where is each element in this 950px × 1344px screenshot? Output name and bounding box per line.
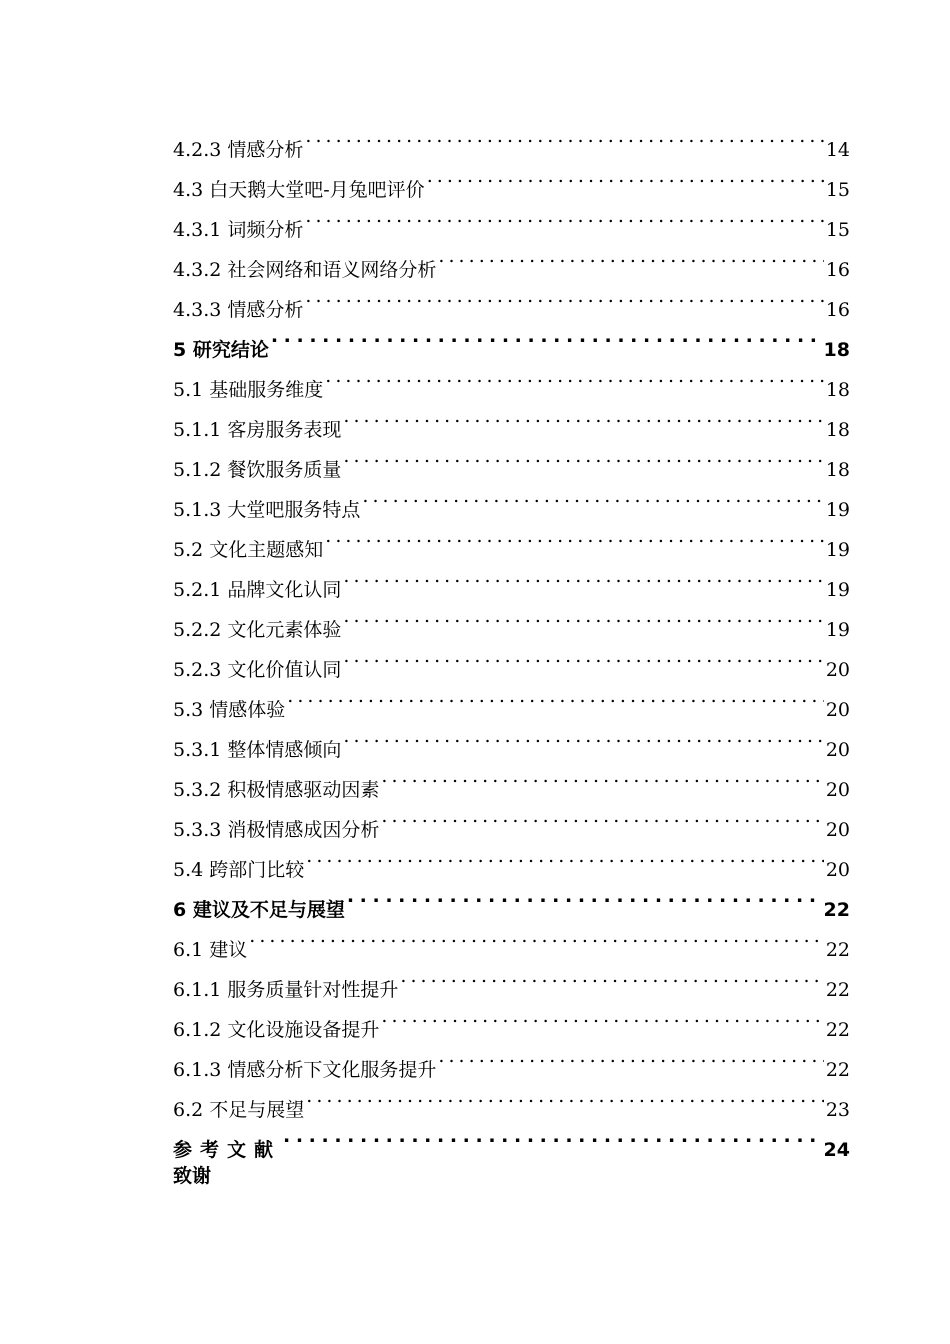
toc-dot-leader [341,716,823,756]
toc-entry-title: 5.3.2 积极情感驱动因素 [173,779,380,801]
toc-page-number: 20 [825,659,850,681]
toc-entry-title: 6 建议及不足与展望 [173,899,345,921]
toc-page-number: 24 [823,1139,850,1161]
toc-page-number: 16 [825,259,850,281]
toc-entry-title: 5.1.3 大堂吧服务特点 [173,499,361,521]
toc-page-number: 20 [825,739,850,761]
toc-entry-title: 5.3.3 消极情感成因分析 [173,819,380,841]
table-of-contents [173,116,850,1196]
toc-page-number: 20 [825,779,850,801]
toc-page-number: 16 [825,299,850,321]
toc-entry-title: 5.3 情感体验 [173,699,286,721]
toc-page-number: 19 [825,619,850,641]
toc-dot-leader [247,916,824,956]
toc-page-number: 20 [825,819,850,841]
toc-page-number: 18 [825,379,850,401]
toc-entry-title: 5.3.1 整体情感倾向 [173,739,342,761]
toc-dot-leader [323,516,824,556]
toc-entry-title: 4.3.2 社会网络和语义网络分析 [173,259,437,281]
toc-page-number: 15 [825,219,850,241]
toc-entry-title: 6.2 不足与展望 [173,1099,305,1121]
toc-page-number: 22 [825,939,850,961]
toc-entry-title: 4.2.3 情感分析 [173,139,304,161]
toc-entry-title: 5.1.2 餐饮服务质量 [173,459,342,481]
toc-entry-title: 5.2 文化主题感知 [173,539,324,561]
toc-dot-leader [398,956,823,996]
toc-entry-title: 6.1.2 文化设施设备提升 [173,1019,380,1041]
toc-page-number: 18 [823,339,850,361]
toc-section-entry[interactable] [173,356,850,401]
toc-dot-leader [436,236,823,276]
toc-dot-leader [341,436,823,476]
toc-dot-leader [304,836,824,876]
toc-entry-title: 4.3.3 情感分析 [173,299,304,321]
toc-page-number: 22 [823,899,850,921]
toc-entry-title: 6.1 建议 [173,939,248,961]
toc-section-entry[interactable] [173,956,850,1001]
toc-dot-leader [436,1036,823,1076]
toc-entry-title: 4.3.1 词频分析 [173,219,304,241]
toc-entry-title: 致谢 [173,1165,212,1187]
toc-dot-leader [341,596,823,636]
toc-entries [173,116,850,1196]
toc-entry-title: 6.1.3 情感分析下文化服务提升 [173,1059,437,1081]
toc-page-number: 22 [825,979,850,1001]
toc-dot-leader [304,1076,824,1116]
toc-entry-title: 参考文献 [173,1139,282,1161]
toc-page-number: 19 [825,499,850,521]
toc-dot-leader [303,276,823,316]
toc-page-number: 15 [825,179,850,201]
toc-section-entry[interactable] [173,916,850,961]
toc-page-number: 14 [825,139,850,161]
toc-dot-leader [425,156,824,196]
toc-entry-title: 5.4 跨部门比较 [173,859,305,881]
toc-entry-title: 5.1.1 客房服务表现 [173,419,342,441]
toc-entry-title: 5.2.3 文化价值认同 [173,659,342,681]
toc-entry-title: 6.1.1 服务质量针对性提升 [173,979,399,1001]
toc-page-number: 20 [825,699,850,721]
toc-dot-leader [281,1116,822,1156]
toc-entry-title: 5 研究结论 [173,339,269,361]
toc-dot-leader [303,116,823,156]
toc-page-number: 18 [825,419,850,441]
toc-page-number: 20 [825,859,850,881]
toc-page-number: 22 [825,1059,850,1081]
toc-dot-leader [285,676,824,716]
toc-page-number: 19 [825,539,850,561]
toc-dot-leader [341,396,823,436]
toc-dot-leader [345,876,822,916]
toc-dot-leader [303,196,823,236]
toc-entry-title: 5.2.1 品牌文化认同 [173,579,342,601]
toc-dot-leader [379,756,823,796]
toc-section-entry[interactable] [173,116,850,161]
toc-entry-title: 4.3 白天鹅大堂吧-月兔吧评价 [173,179,425,201]
toc-dot-leader [269,316,822,356]
toc-dot-leader [341,556,823,596]
toc-dot-leader [379,996,823,1036]
toc-page-number: 19 [825,579,850,601]
toc-page-number: 18 [825,459,850,481]
toc-entry-title: 5.2.2 文化元素体验 [173,619,342,641]
toc-entry-title: 5.1 基础服务维度 [173,379,324,401]
toc-page-number: 22 [825,1019,850,1041]
toc-page-number: 23 [825,1099,850,1121]
toc-dot-leader [341,636,823,676]
toc-dot-leader [379,796,823,836]
toc-dot-leader [323,356,824,396]
toc-dot-leader [360,476,823,516]
toc-chapter-entry[interactable] [173,316,850,361]
